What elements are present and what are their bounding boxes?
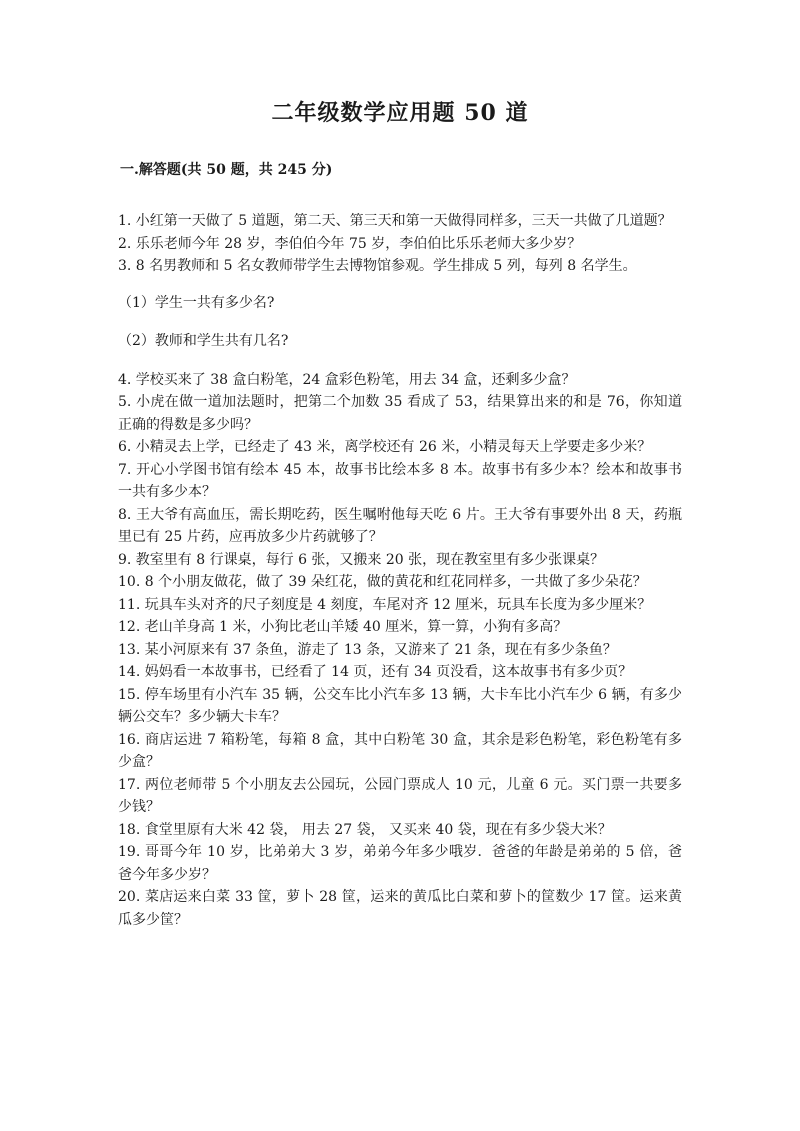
question-3: 3. 8 名男教师和 5 名女教师带学生去博物馆参观。学生排成 5 列，每列 8 名学生。 [118, 258, 637, 274]
question-7: 7. 开心小学图书馆有绘本 45 本，故事书比绘本多 8 本。故事书有多少本？绘本和故事书一共有多少本？ [118, 461, 682, 500]
question-5: 5. 小虎在做一道加法题时，把第二个加数 35 看成了 53，结果算出来的和是 76，你知道正确的得数是多少吗？ [118, 394, 682, 433]
question-6: 6. 小精灵去上学，已经走了 43 米，离学校还有 26 米，小精灵每天上学要走多少米？ [118, 439, 652, 455]
sub-question-2: （2）教师和学生共有几名? [118, 333, 289, 349]
section-heading: 一.解答题(共 50 题，共 245 分) [120, 162, 333, 178]
question-11: 11. 玩具车头对齐的尺子刻度是 4 刻度，车尾对齐 12 厘米，玩具车长度为多少厘米？ [118, 596, 652, 613]
question-10: 10. 8 个小朋友做花，做了 39 朵红花，做的黄花和红花同样多，一共做了多少朵花？ [118, 574, 647, 590]
page-title: 二年级数学应用题 50 道 [271, 100, 529, 126]
spacer [118, 196, 682, 210]
question-9: 9. 教室里有 8 行课桌，每行 6 张，又搬来 20 张，现在教室里有多少张课桌？ [118, 551, 605, 568]
sub-question-1: （1）学生一共有多少名? [118, 294, 275, 311]
question-list [118, 210, 682, 931]
question-1: 1. 小红第一天做了 5 道题，第二天、第三天和第一天做得同样多，三天一共做了几道题？ [118, 213, 672, 229]
question-13: 13. 某小河原来有 37 条鱼，游走了 13 条，又游来了 21 条，现在有多少条鱼？ [118, 641, 617, 658]
question-12: 12. 老山羊身高 1 米，小狗比老山羊矮 40 厘米，算一算，小狗有多高？ [118, 619, 568, 635]
question-17: 17. 两位老师带 5 个小朋友去公园玩，公园门票成人 10 元，儿童 6 元。买门票一共要多少钱？ [118, 776, 682, 815]
question-8: 8. 王大爷有高血压，需长期吃药，医生嘱咐他每天吃 6 片。王大爷有事要外出 8 天，药瓶里已有 25 片药，应再放多少片药就够了？ [118, 506, 682, 545]
question-16: 16. 商店运进 7 箱粉笔，每箱 8 盒，其中白粉笔 30 盒，其余是彩色粉笔，彩色粉笔有多少盒？ [118, 731, 682, 770]
question-19: 19. 哥哥今年 10 岁，比弟弟大 3 岁，弟弟今年多少哦岁．爸爸的年龄是弟弟的 5 倍，爸爸今年多少岁？ [118, 844, 682, 883]
question-20: 20. 菜店运来白菜 33 筐，萝卜 28 筐，运来的黄瓜比白菜和萝卜的筐数少 17 筐。运来黄瓜多少筐？ [118, 889, 682, 928]
question-18: 18. 食堂里原有大米 42 袋， 用去 27 袋， 又买来 40 袋，现在有多少袋大米？ [118, 821, 612, 838]
question-15: 15. 停车场里有小汽车 35 辆，公交车比小汽车多 13 辆，大卡车比小汽车少 6 辆，有多少辆公交车？多少辆大卡车？ [118, 686, 682, 725]
question-14: 14. 妈妈看一本故事书，已经看了 14 页，还有 34 页没看，这本故事书有多少页？ [118, 664, 633, 680]
question-2: 2. 乐乐老师今年 28 岁，李伯伯今年 75 岁，李伯伯比乐乐老师大多少岁？ [118, 235, 582, 252]
question-4: 4. 学校买来了 38 盒白粉笔，24 盒彩色粉笔，用去 34 盒，还剩多少盒？ [118, 371, 576, 388]
